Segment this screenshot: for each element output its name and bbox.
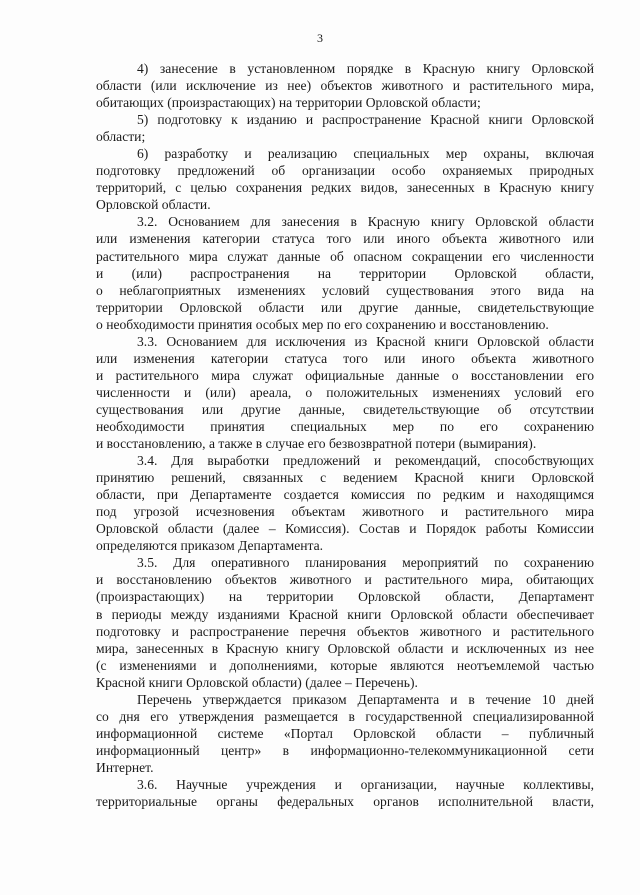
text-line: под угрозой исчезновения объектам животного и растительного мира (96, 504, 594, 520)
text-line: 5) подготовку к изданию и распространение Красной книги Орловской (137, 112, 594, 128)
text-line: 6) разработку и реализацию специальных мер охраны, включая (137, 146, 594, 162)
text-line: или изменения категории статуса того или иного объекта животного или (96, 231, 594, 247)
text-line: определяются приказом Департамента. (96, 538, 324, 554)
text-line: 3.4. Для выработки предложений и рекомендаций, способствующих (137, 453, 594, 469)
text-line: области; (96, 129, 146, 145)
page-number: 3 (317, 31, 323, 45)
text-line: существования или другие данные, свидетельствующие об отсутствии (96, 401, 594, 417)
text-line: 3.6. Научные учреждения и организации, научные коллективы, (137, 776, 594, 792)
text-line: обитающих (произрастающих) на территории Орловской области; (96, 95, 481, 111)
text-line: мира, занесенных в Красную книгу Орловской области и исключенных из нее (96, 640, 594, 656)
text-line: 3.2. Основанием для занесения в Красную книгу Орловской области (137, 214, 594, 230)
text-line: территорий, с целью сохранения редких видов, занесенных в Красную книгу (96, 180, 594, 196)
text-line: о неблагоприятных изменениях условий существования этого вида на (96, 282, 594, 298)
text-line: области, при Департаменте создается комиссия по редким и находящимся (96, 487, 594, 503)
text-line: в периоды между изданиями Красной книги Орловской области обеспечивает (96, 606, 594, 622)
text-line: области (или исключение из нее) объектов животного и растительного мира, (96, 78, 594, 94)
text-line: или изменения категории статуса того или иного объекта животного (96, 350, 594, 366)
text-line: (произрастающих) на территории Орловской области, Департамент (96, 589, 594, 605)
text-line: информационной системе «Портал Орловской области – публичный (96, 725, 594, 741)
document-body (96, 60, 594, 810)
text-line: 3.3. Основанием для исключения из Красной книги Орловской области (137, 333, 594, 349)
text-line: и растительного мира служат официальные данные о восстановлении его (96, 367, 594, 383)
text-line: подготовку предложений об организации особо охраняемых природных (96, 163, 594, 179)
text-line: 4) занесение в установленном порядке в Красную книгу Орловской (137, 61, 594, 76)
text-line: со дня его утверждения размещается в государственной специализированной (96, 708, 594, 724)
text-line: территории Орловской области или другие данные, свидетельствующие (96, 299, 594, 315)
text-line: Орловской области. (96, 197, 211, 213)
text-line: необходимости принятия специальных мер по его сохранению (96, 418, 594, 434)
text-line: растительного мира служат данные об опасном сокращении его численности (96, 248, 594, 264)
text-line: Перечень утверждается приказом Департамента и в течение 10 дней (137, 691, 594, 707)
text-line: о необходимости принятия особых мер по его сохранению и восстановлению. (96, 316, 549, 332)
text-line: Красной книги Орловской области) (далее – Перечень). (96, 674, 418, 690)
text-line: (с изменениями и дополнениями, которые являются неотъемлемой частью (96, 657, 594, 673)
text-line: и (или) распространения на территории Орловской области, (96, 265, 594, 281)
text-line: подготовку и распространение перечня объектов животного и растительного (96, 623, 594, 639)
text-line: и восстановлению объектов животного и растительного мира, обитающих (96, 572, 594, 588)
text-line: и восстановлению, а также в случае его безвозвратной потери (вымирания). (96, 436, 537, 452)
text-line: информационный центр» в информационно-телекоммуникационной сети (96, 742, 594, 758)
text-line: 3.5. Для оперативного планирования мероприятий по сохранению (137, 555, 594, 571)
text-line: численности и (или) ареала, о положительных изменениях условий его (96, 384, 594, 400)
text-line: Интернет. (96, 759, 154, 775)
text-line: Орловской области (далее – Комиссия). Состав и Порядок работы Комиссии (96, 521, 594, 537)
text-line: принятию решений, связанных с ведением Красной книги Орловской (96, 470, 594, 486)
text-line: территориальные органы федеральных органов исполнительной власти, (96, 794, 594, 810)
